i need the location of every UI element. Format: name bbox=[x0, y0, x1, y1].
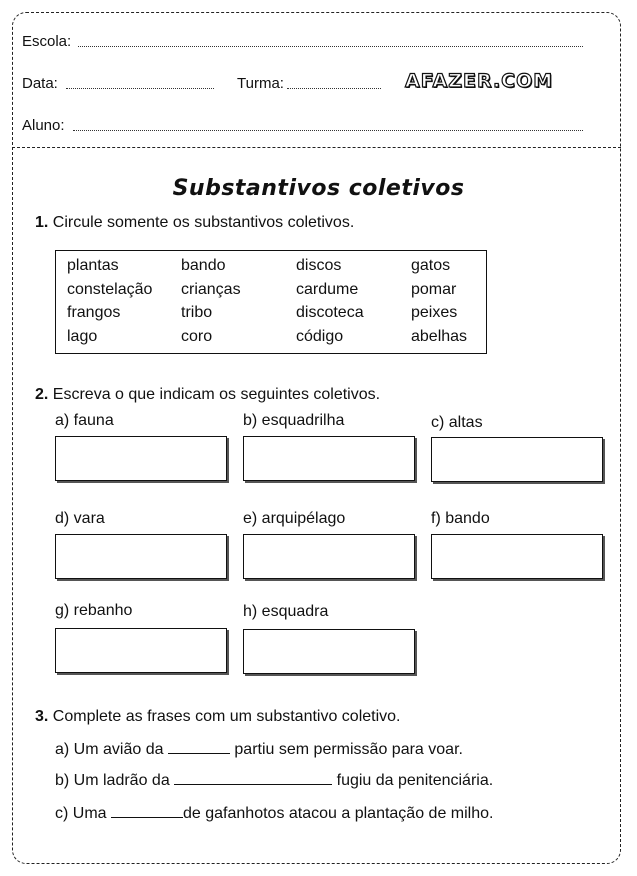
item-label-e: e) arquipélago bbox=[243, 510, 346, 527]
site-logo: AFAZER.COM bbox=[405, 70, 554, 92]
blank-a[interactable] bbox=[168, 739, 230, 754]
word-item[interactable]: gatos bbox=[411, 257, 451, 274]
word-item[interactable]: pomar bbox=[411, 281, 457, 298]
word-item[interactable]: coro bbox=[181, 328, 213, 345]
word-item[interactable]: discos bbox=[296, 257, 342, 274]
aluno-field[interactable] bbox=[73, 130, 583, 131]
q1-prompt bbox=[35, 214, 354, 232]
answer-box-h[interactable] bbox=[243, 629, 415, 674]
sentence-b bbox=[55, 770, 493, 790]
escola-field[interactable] bbox=[78, 46, 583, 47]
word-item[interactable]: código bbox=[296, 328, 344, 345]
word-item[interactable]: discoteca bbox=[296, 304, 364, 321]
item-label-d: d) vara bbox=[55, 510, 105, 527]
q3-number: 3. bbox=[35, 708, 49, 725]
turma-field[interactable] bbox=[287, 88, 381, 89]
item-label-b: b) esquadrilha bbox=[243, 412, 345, 429]
item-label-a: a) fauna bbox=[55, 412, 114, 429]
sentence-a-after: partiu sem permissão para voar. bbox=[234, 741, 463, 758]
answer-box-d[interactable] bbox=[55, 534, 227, 579]
q2-prompt bbox=[35, 386, 380, 404]
header-divider bbox=[12, 147, 621, 148]
q2-text: Escreva o que indicam os seguintes coletivos. bbox=[52, 386, 381, 403]
aluno-label: Aluno: bbox=[22, 117, 65, 134]
blank-c[interactable] bbox=[111, 803, 183, 818]
word-item[interactable]: constelação bbox=[67, 281, 153, 298]
word-item[interactable]: bando bbox=[181, 257, 226, 274]
q3-prompt bbox=[35, 708, 401, 726]
word-item[interactable]: peixes bbox=[411, 304, 458, 321]
q1-text: Circule somente os substantivos coletivos. bbox=[52, 214, 355, 231]
sentence-a-before: a) Um avião da bbox=[55, 741, 164, 758]
item-label-f: f) bando bbox=[431, 510, 490, 527]
q2-number: 2. bbox=[35, 386, 49, 403]
q3-text: Complete as frases com um substantivo coletivo. bbox=[52, 708, 401, 725]
sentence-c-before: c) Uma bbox=[55, 805, 107, 822]
word-item[interactable]: crianças bbox=[181, 281, 241, 298]
word-item[interactable]: cardume bbox=[296, 281, 359, 298]
sentence-b-before: b) Um ladrão da bbox=[55, 772, 170, 789]
answer-box-c[interactable] bbox=[431, 437, 603, 482]
word-item[interactable]: abelhas bbox=[411, 328, 468, 345]
word-item[interactable]: frangos bbox=[67, 304, 121, 321]
word-item[interactable]: lago bbox=[67, 328, 98, 345]
answer-box-f[interactable] bbox=[431, 534, 603, 579]
answer-box-e[interactable] bbox=[243, 534, 415, 579]
answer-box-a[interactable] bbox=[55, 436, 227, 481]
word-item[interactable]: plantas bbox=[67, 257, 119, 274]
word-item[interactable]: tribo bbox=[181, 304, 213, 321]
q1-number: 1. bbox=[35, 214, 49, 231]
sentence-b-after: fugiu da penitenciária. bbox=[336, 772, 494, 789]
sentence-a bbox=[55, 739, 463, 759]
sentence-c-after: de gafanhotos atacou a plantação de milho. bbox=[183, 805, 494, 822]
item-label-h: h) esquadra bbox=[243, 603, 329, 620]
data-field[interactable] bbox=[66, 88, 214, 89]
turma-label: Turma: bbox=[237, 75, 284, 92]
answer-box-g[interactable] bbox=[55, 628, 227, 673]
page-title: Substantivos coletivos bbox=[172, 176, 465, 201]
item-label-g: g) rebanho bbox=[55, 602, 133, 619]
sentence-c bbox=[55, 803, 493, 823]
item-label-c: c) altas bbox=[431, 414, 483, 431]
escola-label: Escola: bbox=[22, 33, 72, 50]
data-label: Data: bbox=[22, 75, 58, 92]
answer-box-b[interactable] bbox=[243, 436, 415, 481]
blank-b[interactable] bbox=[174, 770, 332, 785]
